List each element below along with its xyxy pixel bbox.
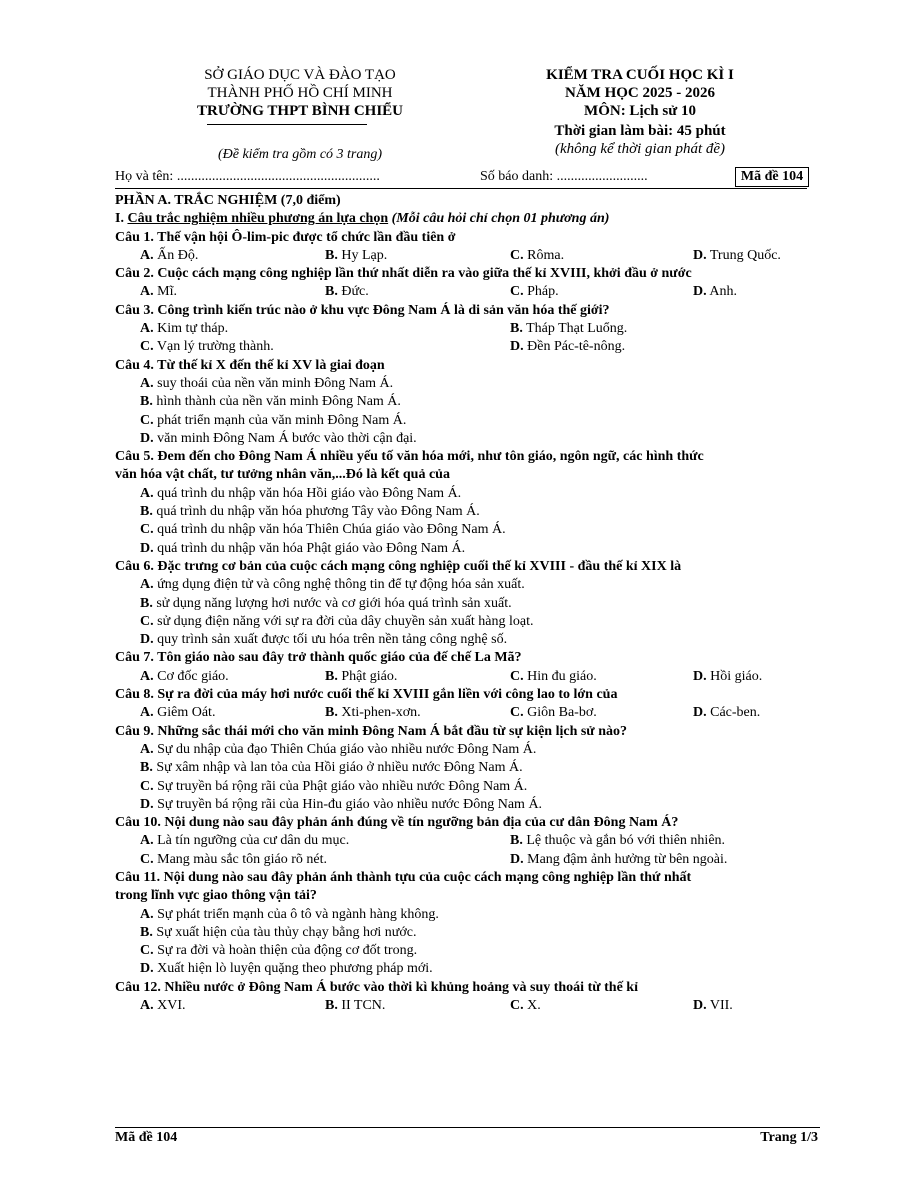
question-stem: Câu 2. Cuộc cách mạng công nghiệp lần thứ nhất diễn ra vào giữa thế kỉ XVIII, khởi đầu ở nước	[115, 266, 692, 282]
options-row	[115, 832, 820, 850]
option-a[interactable]	[140, 832, 349, 850]
options-row	[115, 430, 820, 448]
exam-code-box: Mã đề 104	[735, 167, 809, 187]
option-text: Đền Pác-tê-nông.	[523, 339, 626, 355]
option-letter: A.	[140, 998, 154, 1014]
option-letter: B.	[140, 760, 153, 776]
options-row	[115, 668, 820, 686]
options-row	[115, 485, 820, 503]
options-row	[115, 320, 820, 338]
school-year: NĂM HỌC 2025 - 2026	[565, 85, 715, 101]
option-text: Phật giáo.	[337, 668, 398, 684]
option-b[interactable]	[325, 283, 369, 301]
option-d[interactable]	[693, 997, 733, 1015]
question-stem: Câu 4. Từ thế kỉ X đến thế kỉ XV là giai đoạn	[115, 357, 385, 373]
school-name: TRƯỜNG THPT BÌNH CHIỂU	[196, 103, 403, 119]
options-row	[115, 851, 820, 869]
option-d[interactable]	[140, 961, 433, 976]
options-row	[115, 906, 820, 924]
option-letter: A.	[140, 577, 154, 593]
option-letter: C.	[140, 851, 154, 867]
option-a[interactable]	[140, 668, 229, 686]
option-letter: A.	[140, 668, 154, 684]
option-text: Xti-phen-xơn.	[337, 705, 421, 721]
option-text: Pháp.	[523, 284, 559, 300]
option-text: Sự du nhập của đạo Thiên Chúa giáo vào nhiều nước Đông Nam Á.	[153, 741, 537, 757]
options-row	[115, 759, 820, 777]
option-letter: A.	[140, 906, 154, 922]
option-text: Vạn lý trường thành.	[153, 339, 274, 355]
option-letter: C.	[140, 339, 154, 355]
department-line-2: THÀNH PHỐ HỒ CHÍ MINH	[207, 85, 393, 101]
question-stem: Câu 6. Đặc trưng cơ bản của cuộc cách mạng công nghiệp cuối thế kỉ XVIII - đầu thế kỉ XIX là	[115, 558, 682, 574]
option-letter: A.	[140, 375, 154, 391]
option-letter: D.	[140, 632, 154, 648]
option-b[interactable]	[140, 596, 512, 611]
options-row	[115, 704, 820, 722]
option-d[interactable]	[693, 668, 762, 686]
options-row	[115, 393, 820, 411]
option-d[interactable]	[510, 338, 625, 356]
option-letter: C.	[510, 668, 524, 684]
option-letter: D.	[693, 998, 707, 1014]
options-row	[115, 613, 820, 631]
options-row	[115, 631, 820, 649]
option-text: Là tín ngưỡng của cư dân du mục.	[153, 833, 350, 849]
option-text: quá trình du nhập văn hóa Phật giáo vào Đông Nam Á.	[153, 540, 466, 556]
option-text: Xuất hiện lò luyện quặng theo phương pháp mới.	[153, 961, 433, 977]
school-underline	[207, 124, 367, 125]
option-letter: D.	[510, 851, 524, 867]
option-text: Sự truyền bá rộng rãi của Phật giáo vào nhiều nước Đông Nam Á.	[153, 778, 528, 794]
question-stem: Câu 5. Đem đến cho Đông Nam Á nhiều yếu tố văn hóa mới, như tôn giáo, ngôn ngữ, các hình thức	[115, 449, 704, 465]
option-letter: D.	[140, 796, 154, 812]
option-c[interactable]	[140, 943, 417, 958]
option-letter: B.	[325, 705, 338, 721]
option-letter: D.	[693, 247, 707, 263]
option-letter: C.	[140, 522, 154, 538]
option-a[interactable]	[140, 704, 215, 722]
option-text: quá trình du nhập văn hóa phương Tây vào Đông Nam Á.	[152, 504, 480, 520]
option-text: Tháp Thạt Luổng.	[522, 321, 628, 337]
options-row	[115, 521, 820, 539]
options-row	[115, 924, 820, 942]
option-c[interactable]	[510, 247, 564, 265]
question-stem: Câu 10. Nội dung nào sau đây phản ánh đúng về tín ngưỡng bản địa của cư dân Đông Nam Á?	[115, 815, 679, 831]
option-text: quá trình du nhập văn hóa Thiên Chúa giáo vào Đông Nam Á.	[153, 522, 506, 538]
option-text: Sự phát triển mạnh của ô tô và ngành hàng không.	[153, 906, 439, 922]
options-row	[115, 503, 820, 521]
school-header	[150, 66, 450, 120]
option-b[interactable]	[325, 247, 387, 265]
option-d[interactable]	[140, 797, 542, 812]
pages-note: (Đề kiểm tra gồm có 3 trang)	[217, 147, 383, 162]
section-heading	[115, 210, 820, 228]
option-d[interactable]	[510, 851, 727, 869]
option-letter: C.	[140, 943, 154, 959]
option-letter: B.	[510, 833, 523, 849]
options-row	[115, 338, 820, 356]
option-letter: B.	[140, 504, 153, 520]
option-d[interactable]	[140, 541, 465, 556]
option-letter: D.	[693, 284, 707, 300]
question-stem-continued: văn hóa vật chất, tư tưởng nhân văn,...Đó là kết quả của	[115, 467, 450, 483]
option-letter: C.	[140, 412, 154, 428]
option-text: Mĩ.	[153, 284, 177, 300]
option-a[interactable]	[140, 376, 393, 391]
option-text: Hin đu giáo.	[523, 668, 597, 684]
options-row	[115, 796, 820, 814]
option-letter: C.	[510, 998, 524, 1014]
option-text: văn minh Đông Nam Á bước vào thời cận đại.	[153, 430, 417, 446]
question-stem: Câu 7. Tôn giáo nào sau đây trở thành quốc giáo của đế chế La Mã?	[115, 650, 522, 666]
option-letter: B.	[140, 394, 153, 410]
question-stem: Câu 8. Sự ra đời của máy hơi nước cuối thế kỉ XVIII gắn liền với công lao to lớn của	[115, 687, 618, 703]
options-row	[115, 576, 820, 594]
option-text: Giôn Ba-bơ.	[523, 705, 597, 721]
option-text: Sự ra đời và hoàn thiện của động cơ đốt trong.	[153, 943, 418, 959]
option-a[interactable]	[140, 486, 461, 501]
option-text: quá trình du nhập văn hóa Hồi giáo vào Đông Nam Á.	[153, 485, 462, 501]
option-c[interactable]	[510, 283, 559, 301]
option-a[interactable]	[140, 320, 228, 338]
part-a-title: PHẦN A. TRẮC NGHIỆM (7,0 điểm)	[115, 193, 341, 208]
option-c[interactable]	[140, 779, 527, 794]
footer-divider	[115, 1127, 820, 1128]
options-row	[115, 741, 820, 759]
footer-exam-code: Mã đề 104	[115, 1130, 178, 1145]
option-d[interactable]	[693, 704, 760, 722]
option-letter: C.	[510, 705, 524, 721]
section-number: I.	[115, 211, 128, 227]
option-letter: A.	[140, 705, 154, 721]
option-d[interactable]	[693, 247, 781, 265]
option-letter: B.	[325, 668, 338, 684]
options-row	[115, 960, 820, 978]
option-letter: C.	[140, 613, 154, 629]
options-row	[115, 412, 820, 430]
option-c[interactable]	[140, 851, 327, 869]
option-c[interactable]	[140, 413, 406, 428]
option-letter: A.	[140, 833, 154, 849]
option-b[interactable]	[140, 504, 480, 519]
option-text: Rôma.	[523, 247, 565, 263]
option-letter: D.	[510, 339, 524, 355]
option-letter: A.	[140, 485, 154, 501]
option-c[interactable]	[140, 522, 506, 537]
option-a[interactable]	[140, 907, 439, 922]
options-row	[115, 283, 820, 301]
options-row	[115, 942, 820, 960]
option-a[interactable]	[140, 742, 536, 757]
option-a[interactable]	[140, 247, 198, 265]
option-text: sử dụng điện năng với sự ra đời của dây chuyền sản xuất hàng loạt.	[153, 613, 534, 629]
option-text: Mang đậm ảnh hưởng từ bên ngoài.	[523, 851, 728, 867]
question-stem: Câu 1. Thế vận hội Ô-lim-pic được tổ chức lần đầu tiên ở	[115, 229, 456, 245]
option-letter: D.	[140, 961, 154, 977]
option-text: XVI.	[153, 998, 186, 1014]
option-letter: D.	[140, 430, 154, 446]
option-d[interactable]	[693, 283, 737, 301]
option-text: X.	[523, 998, 541, 1014]
options-row	[115, 247, 820, 265]
option-text: Hồi giáo.	[706, 668, 763, 684]
exam-header	[485, 66, 795, 158]
option-letter: A.	[140, 284, 154, 300]
option-b[interactable]	[140, 760, 523, 775]
options-row	[115, 595, 820, 613]
option-text: VII.	[706, 998, 733, 1014]
options-row	[115, 778, 820, 796]
option-text: Đức.	[337, 284, 369, 300]
option-text: Giêm Oát.	[153, 705, 216, 721]
option-b[interactable]	[325, 668, 397, 686]
option-a[interactable]	[140, 997, 186, 1015]
option-letter: D.	[693, 668, 707, 684]
option-b[interactable]	[325, 997, 385, 1015]
option-text: Các-ben.	[706, 705, 761, 721]
option-a[interactable]	[140, 283, 177, 301]
option-letter: B.	[140, 924, 153, 940]
question-stem: Câu 3. Công trình kiến trúc nào ở khu vực Đông Nam Á là di sản văn hóa thế giới?	[115, 302, 610, 318]
option-b[interactable]	[510, 832, 725, 850]
option-a[interactable]	[140, 577, 525, 592]
options-row	[115, 997, 820, 1015]
option-text: Hy Lạp.	[337, 247, 388, 263]
student-number-field[interactable]: Số báo danh: ..........................	[480, 169, 648, 184]
question-stem: Câu 12. Nhiều nước ở Đông Nam Á bước vào thời kì khủng hoảng và suy thoái từ thế kỉ	[115, 979, 638, 995]
option-text: Cơ đốc giáo.	[153, 668, 229, 684]
identity-line	[115, 168, 815, 186]
option-letter: A.	[140, 247, 154, 263]
option-c[interactable]	[140, 338, 274, 356]
subject: MÔN: Lịch sử 10	[584, 103, 696, 119]
option-d[interactable]	[140, 632, 507, 647]
option-letter: C.	[140, 778, 154, 794]
option-letter: A.	[140, 321, 154, 337]
option-b[interactable]	[510, 320, 627, 338]
option-c[interactable]	[510, 997, 541, 1015]
option-text: ứng dụng điện tử và công nghệ thông tin để tự động hóa sản xuất.	[153, 577, 525, 593]
option-text: Lệ thuộc và gắn bó với thiên nhiên.	[522, 833, 726, 849]
identity-divider	[115, 188, 807, 189]
option-c[interactable]	[140, 614, 534, 629]
option-text: Trung Quốc.	[706, 247, 781, 263]
option-text: hình thành của nền văn minh Đông Nam Á.	[152, 394, 401, 410]
option-b[interactable]	[140, 925, 417, 940]
option-text: phát triển mạnh của văn minh Đông Nam Á.	[153, 412, 407, 428]
option-d[interactable]	[140, 431, 417, 446]
section-title: Câu trắc nghiệm nhiều phương án lựa chọn	[127, 211, 389, 227]
section-note: (Mỗi câu hỏi chỉ chọn 01 phương án)	[388, 211, 610, 227]
options-row	[115, 375, 820, 393]
question-stem: Câu 9. Những sắc thái mới cho văn minh Đông Nam Á bắt đầu từ sự kiện lịch sử nào?	[115, 723, 627, 739]
option-letter: B.	[140, 595, 153, 611]
option-b[interactable]	[325, 704, 421, 722]
student-name-field[interactable]: Họ và tên: ..........................................................	[115, 169, 380, 184]
page-number: Trang 1/3	[760, 1130, 818, 1145]
options-row	[115, 540, 820, 558]
option-text: Ấn Độ.	[153, 247, 199, 263]
option-letter: D.	[140, 540, 154, 556]
option-text: suy thoái của nền văn minh Đông Nam Á.	[153, 375, 394, 391]
duration-note: (không kể thời gian phát đề)	[554, 141, 726, 157]
option-b[interactable]	[140, 394, 401, 409]
option-text: II TCN.	[337, 998, 386, 1014]
duration: Thời gian làm bài: 45 phút	[554, 123, 726, 139]
option-text: sử dụng năng lượng hơi nước và cơ giới hóa quá trình sản xuất.	[152, 595, 512, 611]
option-text: Kim tự tháp.	[153, 321, 229, 337]
option-c[interactable]	[510, 704, 597, 722]
question-stem-continued: trong lĩnh vực giao thông vận tải?	[115, 888, 317, 904]
option-text: quy trình sản xuất được tối ưu hóa trên nền tảng công nghệ số.	[153, 632, 508, 648]
exam-content	[115, 192, 820, 1015]
option-letter: B.	[510, 321, 523, 337]
option-letter: C.	[510, 284, 524, 300]
option-letter: B.	[325, 247, 338, 263]
option-letter: B.	[325, 998, 338, 1014]
option-letter: C.	[510, 247, 524, 263]
option-letter: A.	[140, 741, 154, 757]
option-text: Mang màu sắc tôn giáo rõ nét.	[153, 851, 328, 867]
option-text: Sự truyền bá rộng rãi của Hin-đu giáo vào nhiều nước Đông Nam Á.	[153, 796, 543, 812]
option-letter: D.	[693, 705, 707, 721]
question-stem: Câu 11. Nội dung nào sau đây phản ánh thành tựu của cuộc cách mạng công nghiệp lần thứ nhất	[115, 869, 692, 885]
question-list	[115, 229, 820, 1016]
option-text: Anh.	[706, 284, 737, 300]
option-c[interactable]	[510, 668, 597, 686]
exam-title: KIỂM TRA CUỐI HỌC KÌ I	[546, 67, 734, 83]
option-text: Sự xuất hiện của tàu thủy chạy bằng hơi nước.	[152, 924, 417, 940]
option-text: Sự xâm nhập và lan tỏa của Hồi giáo ở nhiều nước Đông Nam Á.	[152, 760, 523, 776]
option-letter: B.	[325, 284, 338, 300]
department-line-1: SỞ GIÁO DỤC VÀ ĐÀO TẠO	[204, 67, 396, 83]
